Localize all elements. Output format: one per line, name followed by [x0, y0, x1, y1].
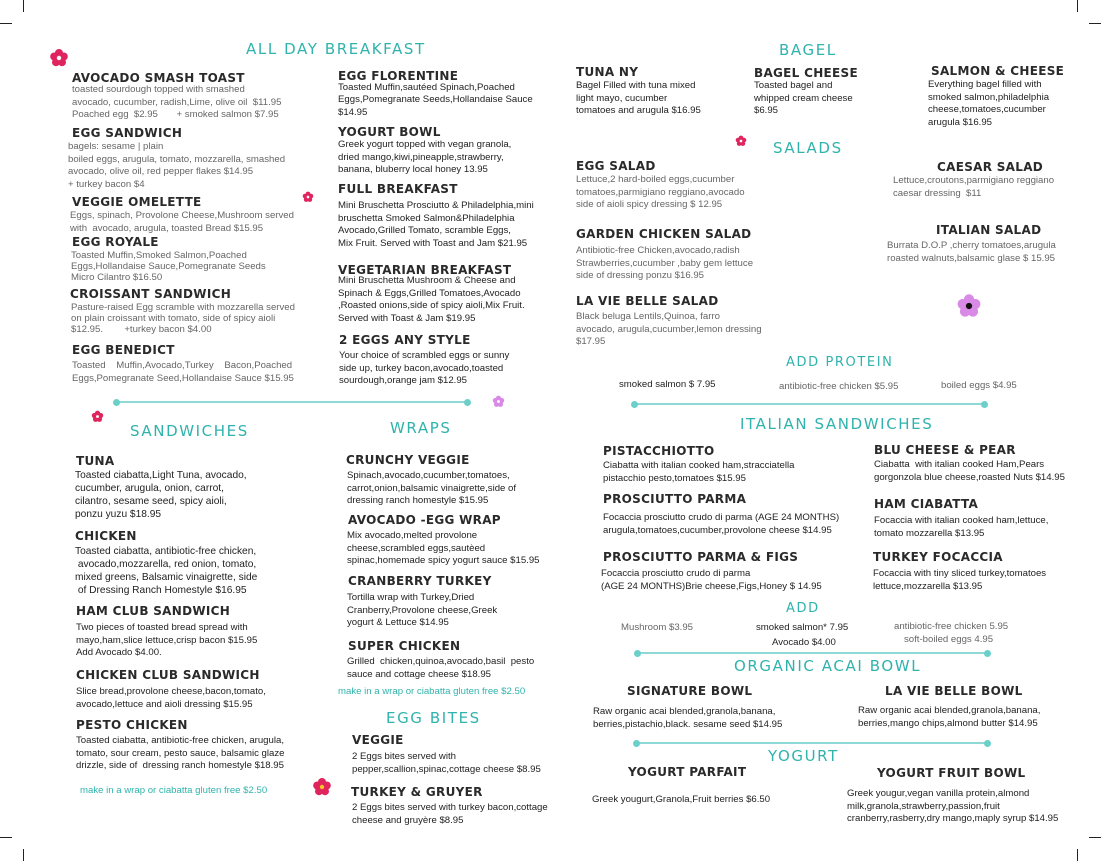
- menu-item-desc: Slice bread,provolone cheese,bacon,tomato, avocado,lettuce and aioli dressing $15.95: [76, 686, 266, 710]
- section-title-wraps: WRAPS: [390, 419, 452, 437]
- crop-mark: [1077, 0, 1078, 12]
- crop-mark: [0, 837, 12, 838]
- flower-icon: [956, 293, 982, 319]
- menu-item-name: PESTO CHICKEN: [76, 718, 188, 732]
- menu-item-name: GARDEN CHICKEN SALAD: [576, 227, 752, 241]
- add-option: antibiotic-free chicken 5.95: [894, 621, 1009, 632]
- menu-item-name: HAM CIABATTA: [874, 497, 979, 511]
- menu-item-name: PROSCIUTTO PARMA: [603, 492, 747, 506]
- menu-item-desc: Focaccia prosciutto crudo di parma (AGE 24 MONTHS)Brie cheese,Figs,Honey $ 14.95: [601, 568, 822, 592]
- menu-item-desc: Your choice of scrambled eggs or sunny side up, turkey bacon,avocado,toasted sourdough,orange jam $12.95: [339, 350, 510, 387]
- flower-icon: [312, 777, 332, 797]
- menu-item-name: EGG SANDWICH: [72, 126, 183, 140]
- section-divider: [116, 401, 468, 403]
- menu-item-name: LA VIE BELLE BOWL: [885, 684, 1023, 698]
- menu-item-desc: Grilled chicken,quinoa,avocado,basil pesto sauce and cottage cheese $18.95: [347, 656, 535, 680]
- section-title-bagel: BAGEL: [779, 41, 837, 59]
- section-divider: [637, 652, 988, 654]
- menu-item-name: CHICKEN CLUB SANDWICH: [76, 668, 260, 682]
- menu-item-name: TURKEY FOCACCIA: [873, 550, 1003, 564]
- gluten-free-note: make in a wrap or ciabatta gluten free $2.50: [80, 785, 268, 796]
- section-title-sandwiches: SANDWICHES: [130, 422, 249, 440]
- menu-item-desc: Mini Bruschetta Prosciutto & Philadelphia,mini bruschetta Smoked Salmon&Philadelphia Avocado,Grilled Tomato, scramble Eggs, Mix Fruit. Served with Toast and Jam $21.95: [338, 200, 534, 249]
- menu-item-name: YOGURT PARFAIT: [628, 765, 747, 779]
- menu-item-desc: Everything bagel filled with smoked salmon,philadelphia cheese,tomatoes,cucumber arugula $16.95: [928, 79, 1050, 128]
- section-title-egg-bites: EGG BITES: [386, 709, 481, 727]
- menu-item-name: BLU CHEESE & PEAR: [874, 443, 1016, 457]
- menu-item-desc: Tortilla wrap with Turkey,Dried Cranberry,Provolone cheese,Greek yogurt & Lettuce $14.95: [347, 592, 498, 629]
- add-option: smoked salmon* 7.95: [756, 622, 849, 633]
- menu-item-desc: Raw organic acai blended,granola,banana, berries,pistachio,black. sesame seed $14.95: [593, 706, 783, 730]
- menu-item-name: CROISSANT SANDWICH: [70, 287, 232, 301]
- menu-item-name: CAESAR SALAD: [937, 160, 1044, 174]
- menu-item-desc: Ciabatta with italian cooked ham,stracciatella pistacchio pesto,tomatoes $15.95: [603, 460, 795, 484]
- menu-item-desc: Focaccia with italian cooked ham,lettuce, tomato mozzarella $13.95: [874, 515, 1049, 539]
- add-protein-option: smoked salmon $ 7.95: [619, 379, 716, 390]
- menu-item-name: FULL BREAKFAST: [338, 182, 458, 196]
- crop-mark: [23, 849, 24, 861]
- section-title-add-protein: ADD PROTEIN: [786, 355, 894, 370]
- section-divider: [636, 742, 988, 744]
- menu-item-desc: Toasted bagel and whipped cream cheese $6.95: [754, 80, 853, 117]
- menu-item-desc: Greek yougur,vegan vanilla protein,almond milk,granola,strawberry,passion,fruit cranberry,rasberry,dry mango,maply syrup $14.95: [847, 788, 1059, 825]
- flower-icon: [735, 135, 747, 147]
- add-protein-option: boiled eggs $4.95: [941, 380, 1017, 391]
- menu-item-desc: Toasted Muffin,Smoked Salmon,Poached Eggs,Hollandaise Sauce,Pomegranate Seeds Micro Cilantro $16.50: [71, 250, 266, 283]
- menu-item-desc: Ciabatta with italian cooked Ham,Pears gorgonzola blue cheese,roasted Nuts $14.95: [874, 459, 1065, 483]
- add-option: Mushroom $3.95: [621, 622, 693, 633]
- menu-item-name: VEGGIE OMELETTE: [72, 195, 202, 209]
- menu-item-desc: Toasted Muffin,Avocado,Turkey Bacon,Poached Eggs,Pomegranate Seed,Hollandaise Sauce $15.95: [72, 360, 294, 384]
- menu-item-name: EGG SALAD: [576, 159, 656, 173]
- menu-item-desc: Antibiotic-free Chicken,avocado,radish Strawberries,cucumber ,baby gem lettuce side of dressing ponzu $16.95: [576, 245, 754, 282]
- section-title-all-day-breakfast: ALL DAY BREAKFAST: [246, 40, 426, 58]
- add-protein-option: antibiotic-free chicken $5.95: [779, 381, 899, 392]
- menu-item-desc: Eggs, spinach, Provolone Cheese,Mushroom served with avocado, arugula, toasted Bread $15.95: [70, 210, 294, 234]
- menu-item-name: CRUNCHY VEGGIE: [346, 453, 470, 467]
- menu-item-desc: Bagel Filled with tuna mixed light mayo, cucumber tomatoes and arugula $16.95: [576, 80, 701, 117]
- menu-item-name: TUNA: [76, 454, 115, 468]
- menu-item-name: BAGEL CHEESE: [754, 66, 858, 80]
- menu-item-desc: Two pieces of toasted bread spread with mayo,ham,slice lettuce,crisp bacon $15.95 Add Avocado $4.00.: [76, 622, 258, 658]
- menu-item-desc: 2 Eggs bites served with turkey bacon,cottage cheese and gruyère $8.95: [352, 802, 548, 826]
- section-title-italian-sandwiches: ITALIAN SANDWICHES: [740, 415, 934, 433]
- section-title-add: ADD: [786, 601, 820, 616]
- menu-item-name: HAM CLUB SANDWICH: [76, 604, 231, 618]
- section-title-yogurt: YOGURT: [768, 747, 839, 765]
- menu-item-name: AVOCADO SMASH TOAST: [72, 71, 245, 85]
- menu-item-desc: Toasted ciabatta, antibiotic-free chicken, arugula, tomato, sour cream, pesto sauce, balsamic glaze drizzle, side of dressing ranch homestyle $18.95: [76, 735, 285, 771]
- menu-item-name: YOGURT BOWL: [338, 125, 441, 139]
- crop-mark: [1089, 837, 1101, 838]
- menu-item-name: CHICKEN: [75, 529, 137, 543]
- menu-item-desc: Focaccia prosciutto crudo di parma (AGE 24 MONTHS) arugula,tomatoes,cucumber,provolone cheese $14.95: [603, 512, 840, 536]
- menu-item-desc: 2 Eggs bites served with pepper,scallion,spinac,cottage cheese $8.95: [352, 751, 541, 775]
- menu-item-name: SIGNATURE BOWL: [627, 684, 753, 698]
- flower-icon: [492, 395, 505, 408]
- menu-item-desc: Toasted ciabatta, antibiotic-free chicken, avocado,mozzarella, red onion, tomato, mixed greens, Balsamic vinaigrette, side of Dressing Ranch Homestyle $16.95: [75, 546, 258, 596]
- menu-item-desc: Lettuce,2 hard-boiled eggs,cucumber tomatoes,parmigiano reggiano,avocado side of aioli spicy dressing $ 12.95: [576, 174, 745, 211]
- menu-item-desc: bagels: sesame | plain boiled eggs, arugula, tomato, mozzarella, smashed avocado, olive oil, red pepper flakes $14.95 + turkey bacon $4: [68, 141, 286, 190]
- menu-item-name: VEGETARIAN BREAKFAST: [338, 263, 512, 277]
- menu-item-name: YOGURT FRUIT BOWL: [877, 766, 1026, 780]
- menu-item-desc: Greek yogurt topped with vegan granola, dried mango,kiwi,pineapple,strawberry, banana, bluberry local honey 13.95: [338, 139, 512, 176]
- menu-item-desc: Mix avocado,melted provolone cheese,scrambled eggs,sautèed spinac,homemade spicy yogurt sauce $15.95: [347, 530, 540, 567]
- menu-item-name: SUPER CHICKEN: [348, 639, 461, 653]
- flower-icon: [302, 191, 314, 203]
- menu-item-name: 2 EGGS ANY STYLE: [339, 333, 471, 347]
- menu-item-name: PISTACCHIOTTO: [603, 444, 715, 458]
- menu-item-desc: Mini Bruschetta Mushroom & Cheese and Spinach & Eggs,Grilled Tomatoes,Avocado ,Roasted onions,side of spicy aioli,Mix Fruit. Served with Toast & Jam $19.95: [338, 275, 525, 324]
- flower-icon: [49, 48, 69, 68]
- menu-item-desc: Lettuce,croutons,parmigiano reggiano caesar dressing $11: [893, 175, 1055, 199]
- section-title-salads: SALADS: [773, 139, 843, 157]
- menu-item-desc: Greek yougurt,Granola,Fruit berries $6.50: [592, 794, 771, 805]
- menu-item-name: CRANBERRY TURKEY: [348, 574, 492, 588]
- menu-item-desc: Black beluga Lentils,Quinoa, farro avocado, arugula,cucumber,lemon dressing $17.95: [576, 311, 762, 348]
- menu-item-name: SALMON & CHEESE: [931, 64, 1065, 78]
- gluten-free-note: make in a wrap or ciabatta gluten free $2.50: [338, 686, 526, 697]
- menu-item-desc: Burrata D.O.P ,cherry tomatoes,arugula roasted walnuts,balsamic glase $ 15.95: [887, 240, 1056, 264]
- crop-mark: [1077, 849, 1078, 861]
- menu-item-desc: toasted sourdough topped with smashed avocado, cucumber, radish,Lime, olive oil $11.95 Poached egg $2.95 + smoked salmon $7.95: [72, 84, 282, 121]
- crop-mark: [1089, 23, 1101, 24]
- menu-item-name: EGG ROYALE: [72, 235, 159, 249]
- menu-item-desc: Focaccia with tiny sliced turkey,tomatoes lettuce,mozzarella $13.95: [873, 568, 1047, 592]
- menu-item-name: EGG BENEDICT: [72, 343, 175, 357]
- crop-mark: [23, 0, 24, 12]
- menu-item-desc: Pasture-raised Egg scramble with mozzarella served on plain croissant with tomato, side of spicy aioli $12.95. +turkey bacon $4.00: [71, 302, 295, 335]
- menu-item-name: AVOCADO -EGG WRAP: [348, 513, 501, 527]
- crop-mark: [0, 23, 12, 24]
- menu-item-desc: Toasted Muffin,sautéed Spinach,Poached Eggs,Pomegranate Seeds,Hollandaise Sauce $14.95: [338, 82, 533, 118]
- menu-item-name: LA VIE BELLE SALAD: [576, 294, 719, 308]
- menu-item-name: TUNA NY: [576, 65, 639, 79]
- menu-item-name: EGG FLORENTINE: [338, 69, 459, 83]
- section-title-organic-acai-bowl: ORGANIC ACAI BOWL: [734, 657, 922, 675]
- add-option: soft-boiled eggs 4.95: [904, 634, 994, 645]
- menu-item-name: VEGGIE: [352, 733, 404, 747]
- flower-icon: [91, 410, 104, 423]
- menu-item-desc: Toasted ciabatta,Light Tuna, avocado, cucumber, arugula, onion, carrot, cilantro, sesame seed, spicy aioli, ponzu yuzu $18.95: [75, 470, 247, 520]
- menu-item-desc: Spinach,avocado,cucumber,tomatoes, carrot,onion,balsamic vinaigrette,side of dressing ranch homestyle $15.95: [347, 470, 517, 507]
- menu-item-name: TURKEY & GRUYER: [351, 785, 483, 799]
- menu-item-name: ITALIAN SALAD: [936, 223, 1042, 237]
- menu-item-desc: Raw organic acai blended,granola,banana, berries,mango chips,almond butter $14.95: [858, 705, 1041, 729]
- add-option: Avocado $4.00: [772, 637, 836, 648]
- menu-item-name: PROSCIUTTO PARMA & FIGS: [603, 550, 799, 564]
- section-divider: [634, 403, 985, 405]
